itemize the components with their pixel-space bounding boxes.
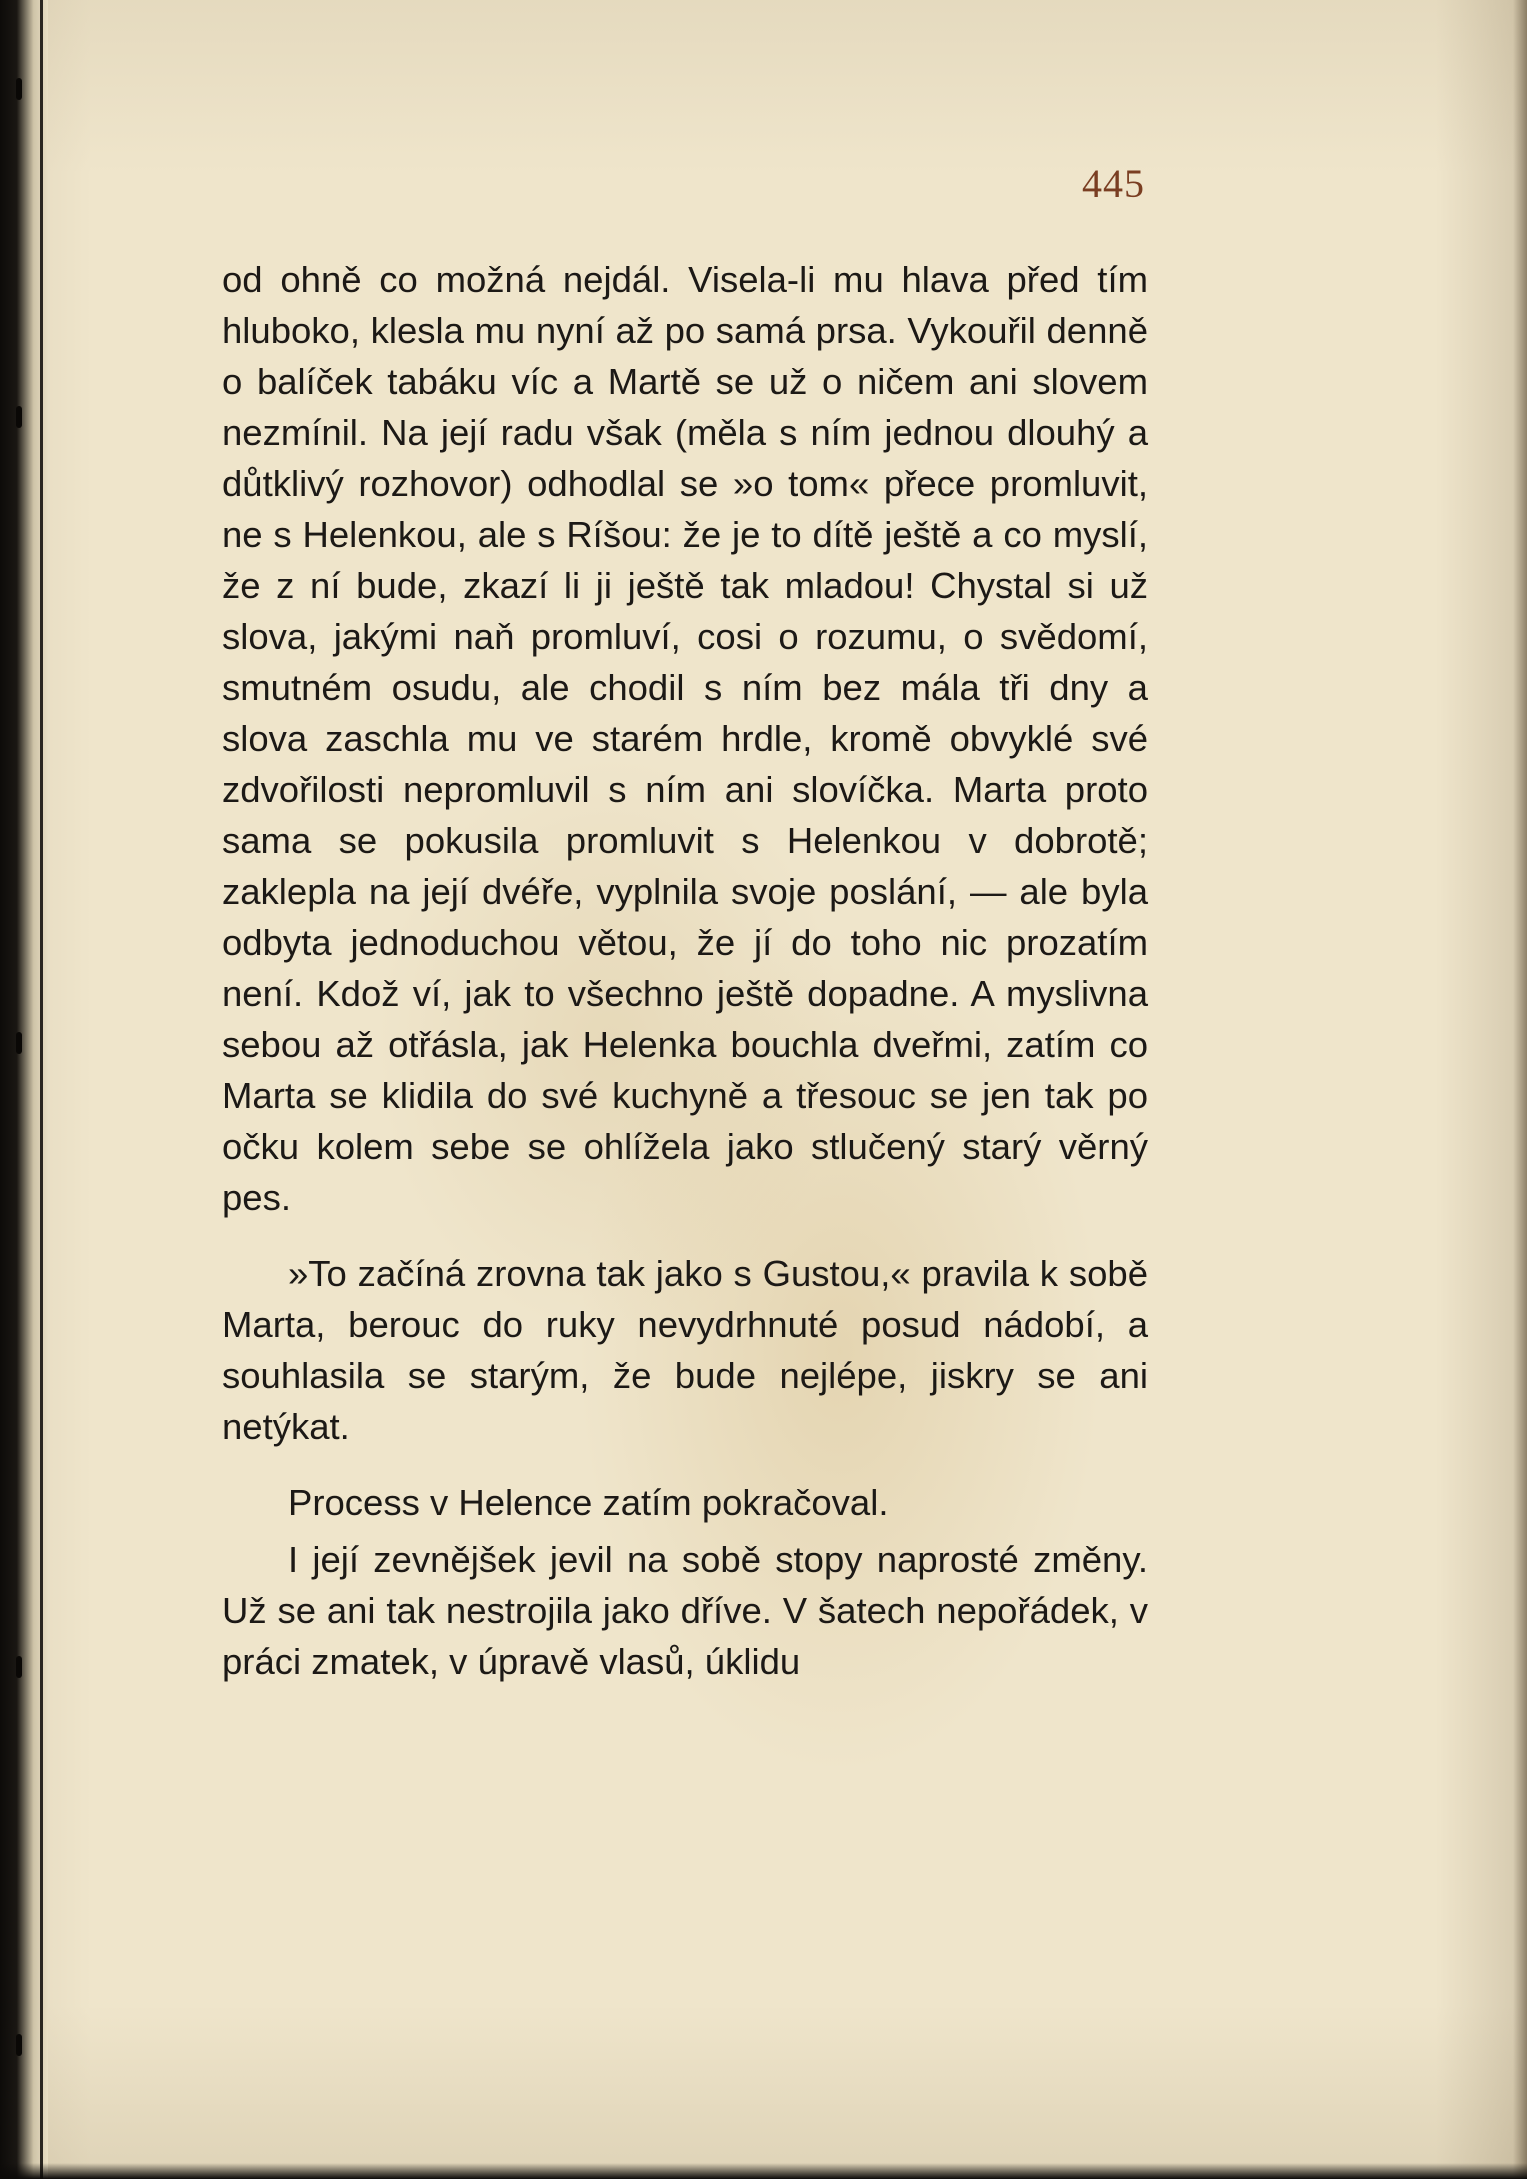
binding-mark — [16, 1656, 22, 1678]
binding-mark — [16, 2034, 22, 2056]
page-number: 445 — [1082, 161, 1145, 206]
binding-mark — [16, 78, 22, 100]
page-right-edge — [1513, 0, 1527, 2179]
paragraph: »To začíná zrovna tak jako s Gustou,« pravila k sobě Marta, berouc do ruky nevydrhnuté posud nádobí, a souhlasila se starým, že bude nejlépe, jiskry se ani netýkat. — [222, 1253, 1148, 1447]
paragraph: I její zevnějšek jevil na sobě stopy naprosté změny. Už se ani tak nestrojila jako dříve. V šatech nepořádek, v práci zmatek, v úpravě vlasů, úklidu — [222, 1539, 1148, 1682]
paragraph: Process v Helence zatím pokračoval. — [288, 1482, 889, 1523]
paragraph: od ohně co možná nejdál. Visela-li mu hlava před tím hluboko, klesla mu nyní až po samá prsa. Vykouřil denně o balíček tabáku víc a Martě se už o ničem ani slovem nezmínil. Na její radu však (měla s ním jednou dlouhý a důtklivý rozhovor) odhodlal se »o tom« přece promluvit, ne s Helenkou, ale s Ríšou: že je to dítě ještě a co myslí, že z ní bude, zkazí li ji ještě tak mladou! Chystal si už slova, jakými naň promluví, cosi o rozumu, o svědomí, smutném osudu, ale chodil s ním bez mála tři dny a slova zaschla mu ve starém hrdle, kromě obvyklé své zdvořilosti nepromluvil s ním ani slovíčka. Marta proto sama se pokusila promluvit s Helenkou v dobrotě; zaklepla na její dvéře, vyplnila svoje poslání, — ale byla odbyta jednoduchou větou, že jí do toho nic prozatím není. Kdož ví, jak to všechno ještě dopadne. A myslivna sebou až otřásla, jak Helenka bouchla dveřmi, zatím co Marta se klidila do své kuchyně a třesouc se jen tak po očku kolem sebe se ohlížela jako stlučený starý věrný pes. — [222, 259, 1148, 1218]
body-text — [222, 254, 1148, 1687]
binding-line — [40, 0, 43, 2179]
binding-mark — [16, 1032, 22, 1054]
binding-mark — [16, 406, 22, 428]
page-bottom-edge — [0, 2163, 1527, 2179]
